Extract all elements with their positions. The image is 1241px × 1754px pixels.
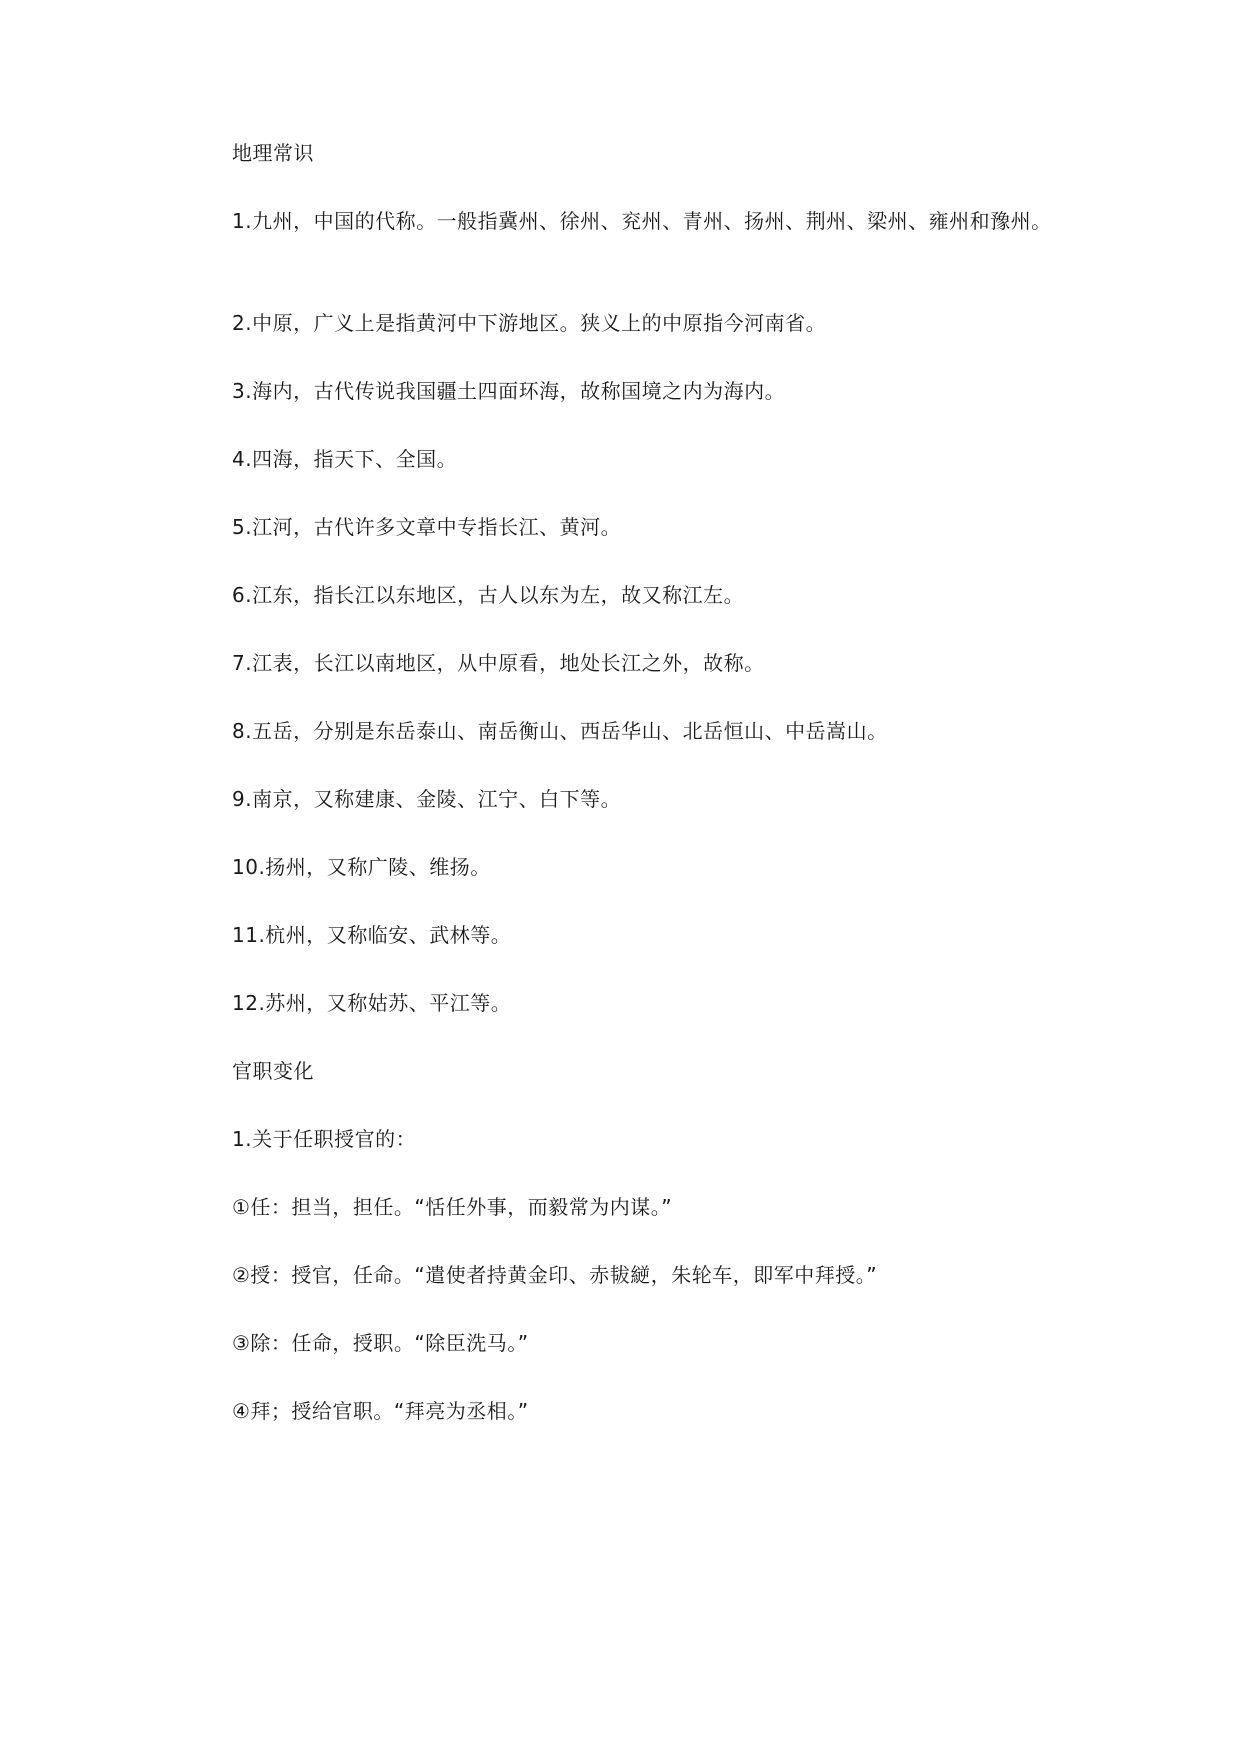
geo-item-8: 8.五岳，分别是东岳泰山、南岳衡山、西岳华山、北岳恒山、中岳嵩山。 (232, 719, 888, 743)
official-item-5: ④拜；授给官职。“拜亮为丞相。” (232, 1399, 529, 1423)
geo-item-1: 1.九州，中国的代称。一般指冀州、徐州、兖州、青州、扬州、荆州、梁州、雍州和豫州。 (232, 209, 1052, 233)
geo-item-6: 6.江东，指长江以东地区，古人以东为左，故又称江左。 (232, 583, 745, 607)
geo-item-4: 4.四海，指天下、全国。 (232, 447, 458, 471)
geo-item-11: 11.杭州，又称临安、武林等。 (232, 923, 512, 947)
geo-item-2: 2.中原，广义上是指黄河中下游地区。狭义上的中原指今河南省。 (232, 311, 827, 335)
official-item-2: ①任：担当，担任。“恬任外事，而毅常为内谋。” (232, 1195, 673, 1219)
geo-item-10: 10.扬州，又称广陵、维扬。 (232, 855, 491, 879)
geo-item-5: 5.江河，古代许多文章中专指长江、黄河。 (232, 515, 622, 539)
geo-item-3: 3.海内，古代传说我国疆土四面环海，故称国境之内为海内。 (232, 379, 786, 403)
geo-item-7: 7.江表，长江以南地区，从中原看，地处长江之外，故称。 (232, 651, 765, 675)
official-item-4: ③除：任命，授职。“除臣洗马。” (232, 1331, 529, 1355)
section-title-official: 官职变化 (232, 1059, 314, 1083)
official-item-1: 1.关于任职授官的： (232, 1127, 417, 1151)
section-title-geography: 地理常识 (232, 141, 314, 165)
geo-item-12: 12.苏州，又称姑苏、平江等。 (232, 991, 512, 1015)
official-item-3: ②授：授官，任命。“遣使者持黄金印、赤韨縌，朱轮车，即军中拜授。” (232, 1263, 878, 1287)
geo-item-9: 9.南京，又称建康、金陵、江宁、白下等。 (232, 787, 622, 811)
